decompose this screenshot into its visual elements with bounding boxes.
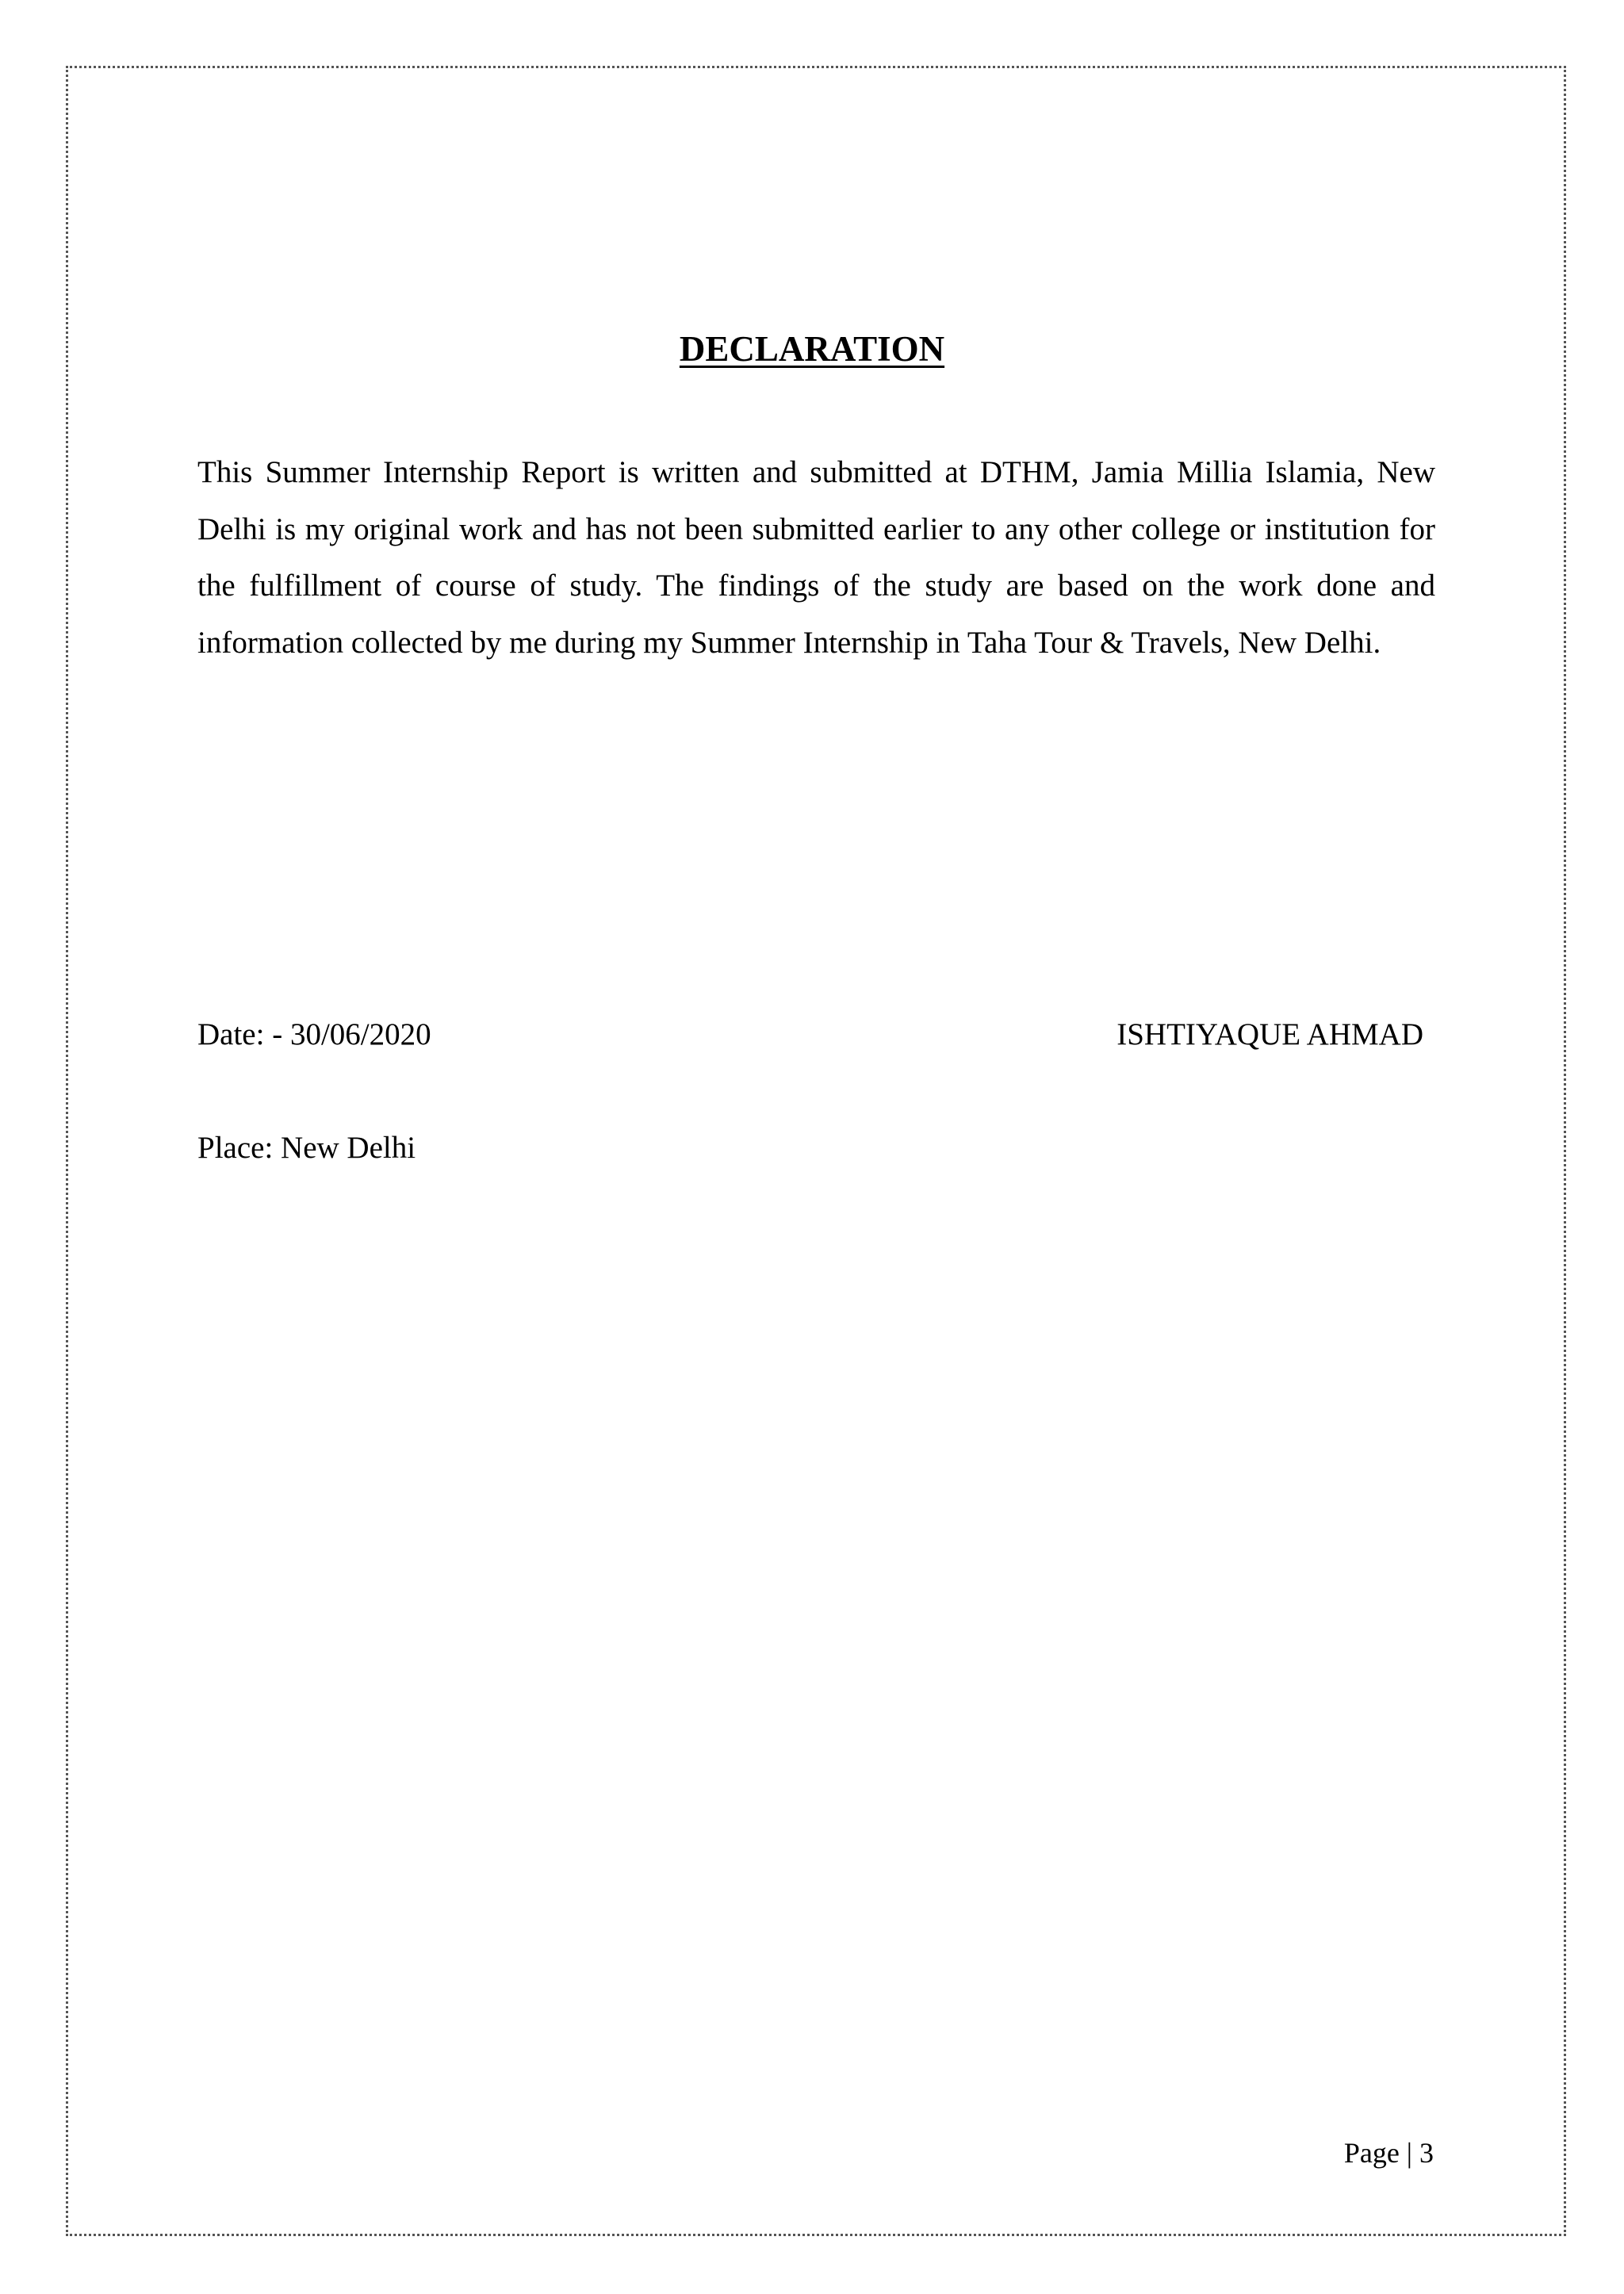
- date-line: Date: - 30/06/2020: [197, 1017, 431, 1051]
- place-line: Place: New Delhi: [197, 1131, 416, 1165]
- signatory-name: ISHTIYAQUE AHMAD: [1116, 1017, 1423, 1051]
- page-number: Page | 3: [1343, 2137, 1434, 2169]
- declaration-title: DECLARATION: [679, 329, 945, 369]
- declaration-body: This Summer Internship Report is written and submitted at DTHM, Jamia Millia Islamia, New Delhi is my original work and has not been submitted earlier to any other college or institution for the fulfillment of course of study. The findings of the study are based on the work done and information collected by me during my Summer Internship in Taha Tour & Travels, New Delhi.: [197, 455, 1435, 660]
